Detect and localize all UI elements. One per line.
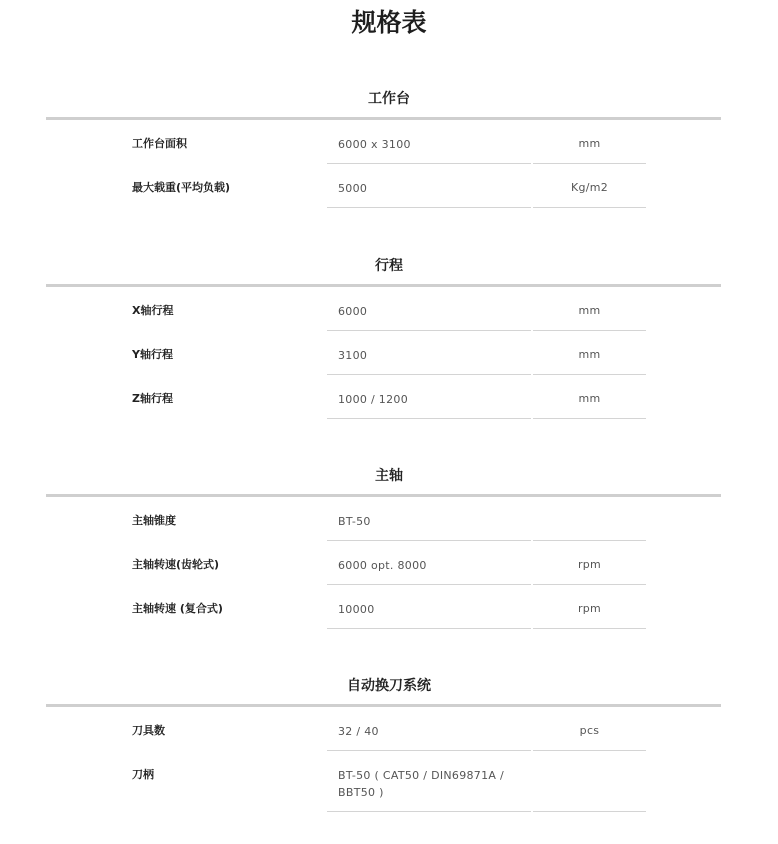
spec-unit: Kg/m2 [570, 181, 609, 194]
spec-value-cell [327, 497, 531, 541]
spec-label: 主轴锥度 [132, 514, 176, 527]
spec-unit: rpm [577, 558, 602, 571]
spec-value: 3100 [338, 349, 368, 362]
section-worktable [0, 89, 778, 195]
spec-value: 32 / 40 [338, 725, 379, 738]
spec-unit-cell [533, 751, 646, 812]
spec-value: 10000 [338, 603, 375, 616]
spec-row [0, 585, 778, 629]
spec-unit: pcs [579, 724, 600, 737]
spec-row [0, 287, 778, 331]
spec-row [0, 164, 778, 208]
spec-unit-cell [533, 497, 646, 541]
section-title: 工作台 [368, 91, 410, 107]
spec-row [0, 751, 778, 812]
spec-row [0, 707, 778, 751]
spec-unit-cell [533, 287, 646, 331]
spec-rows [0, 497, 778, 629]
spec-unit-cell [533, 120, 646, 164]
spec-unit: rpm [577, 602, 602, 615]
section-title: 主轴 [375, 468, 403, 484]
spec-row [0, 497, 778, 541]
spec-unit: mm [578, 392, 601, 405]
spec-value-cell [327, 751, 531, 812]
spec-unit-cell [533, 585, 646, 629]
spec-label: Y轴行程 [132, 348, 173, 361]
spec-label: 主轴转速 (复合式) [132, 602, 223, 615]
spec-value: 1000 / 1200 [338, 393, 408, 406]
spec-unit-cell [533, 541, 646, 585]
spec-label: 刀柄 [132, 768, 154, 781]
spec-rows [0, 287, 778, 419]
spec-label: 工作台面积 [132, 137, 187, 150]
spec-value: 6000 [338, 305, 368, 318]
spec-label: Z轴行程 [132, 392, 173, 405]
spec-value-cell [327, 287, 531, 331]
spec-rows [0, 707, 778, 812]
spec-value-cell [327, 541, 531, 585]
spec-unit-cell [533, 164, 646, 208]
spec-unit: mm [578, 137, 601, 150]
spec-row [0, 375, 778, 419]
spec-unit-cell [533, 707, 646, 751]
spec-unit-cell [533, 375, 646, 419]
spec-value-cell [327, 375, 531, 419]
section-title: 自动换刀系统 [347, 678, 431, 694]
spec-label: 最大载重(平均负载) [132, 181, 231, 194]
section-travel [0, 256, 778, 406]
spec-unit-cell [533, 331, 646, 375]
spec-label: 主轴转速(齿轮式) [132, 558, 220, 571]
spec-value-cell [327, 120, 531, 164]
spec-row [0, 120, 778, 164]
spec-value-cell [327, 164, 531, 208]
spec-value-cell [327, 707, 531, 751]
spec-label: X轴行程 [132, 304, 174, 317]
spec-value-cell [327, 585, 531, 629]
spec-value: 5000 [338, 182, 368, 195]
page-title: 规格表 [351, 8, 427, 37]
spec-row [0, 541, 778, 585]
spec-unit: mm [578, 348, 601, 361]
section-spindle [0, 466, 778, 616]
spec-value: BT-50 [338, 515, 371, 528]
spec-value: 6000 opt. 8000 [338, 559, 427, 572]
spec-unit: mm [578, 304, 601, 317]
spec-rows [0, 120, 778, 208]
section-atc [0, 676, 778, 799]
spec-value: 6000 x 3100 [338, 138, 411, 151]
spec-row [0, 331, 778, 375]
section-title: 行程 [375, 258, 403, 274]
spec-label: 刀具数 [132, 724, 165, 737]
spec-value-cell [327, 331, 531, 375]
spec-value: BT-50 ( CAT50 / DIN69871A / BBT50 ) [338, 769, 505, 799]
